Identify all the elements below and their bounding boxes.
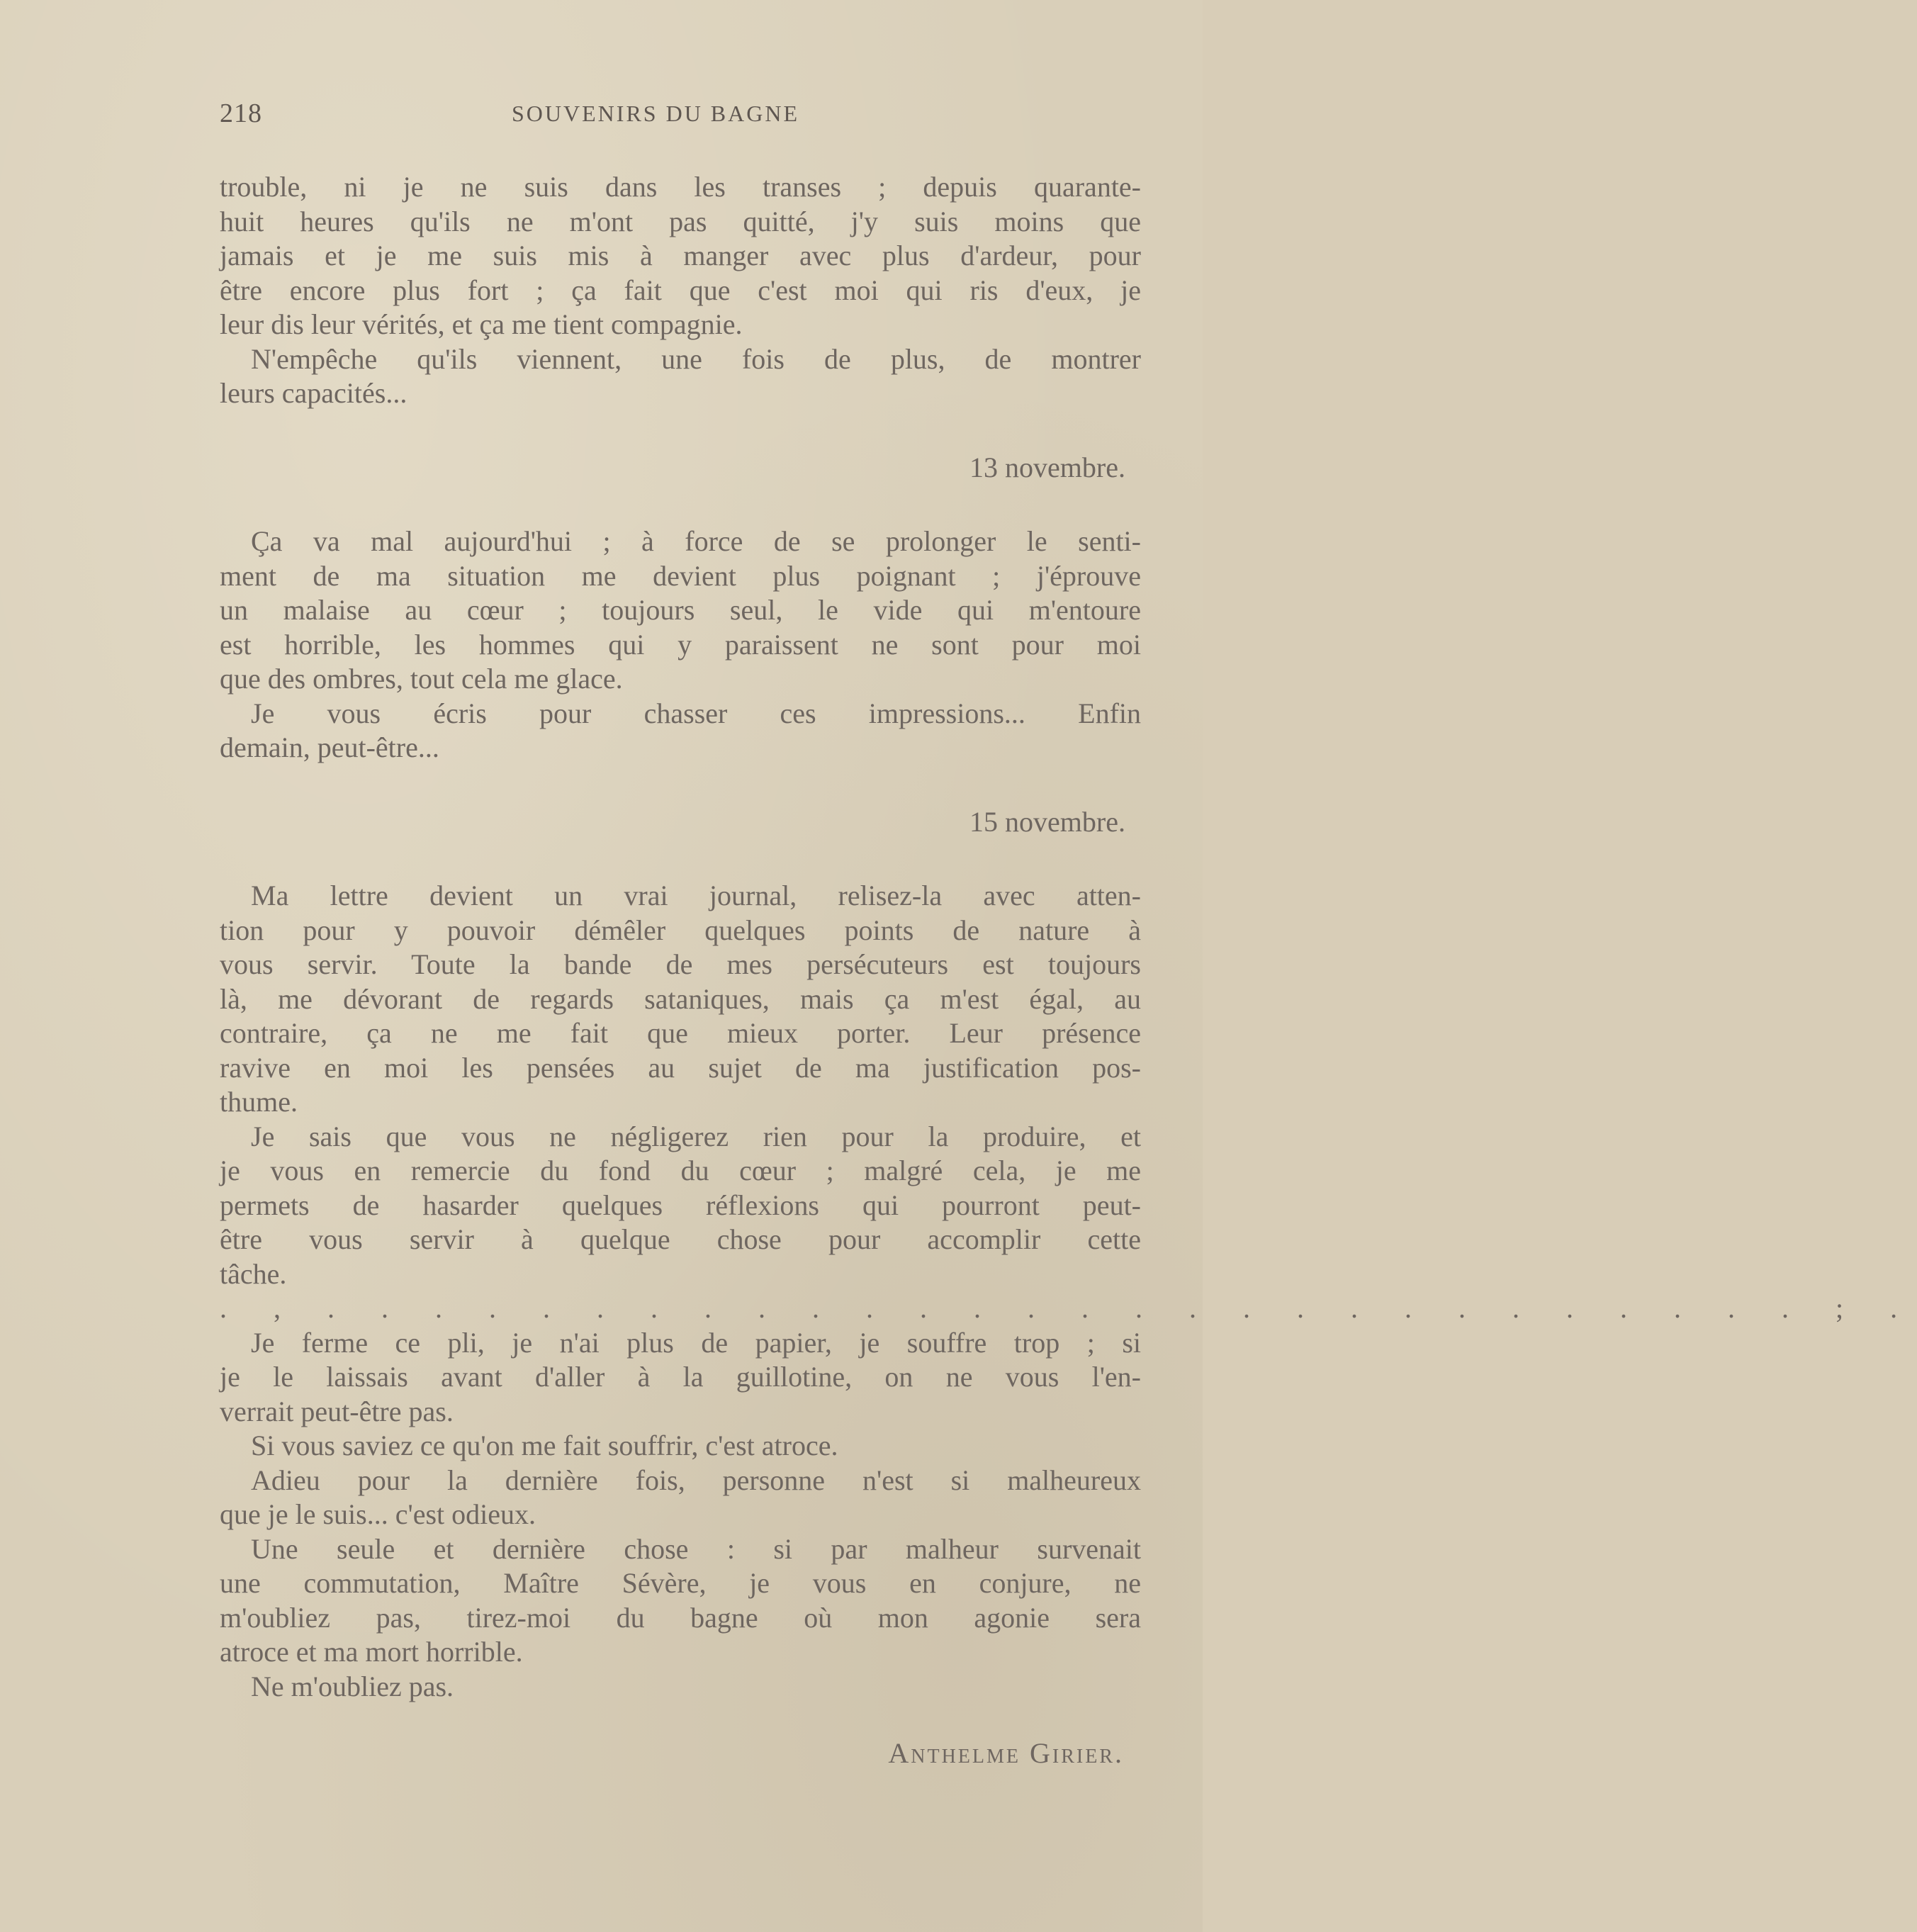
text-line: que je le suis... c'est odieux. <box>220 1498 536 1530</box>
text-line: Je vous écris pour chasser ces impressions... Enfin <box>251 697 1141 729</box>
text-line: Une seule et dernière chose : si par malheur survenait <box>251 1532 1141 1565</box>
text-line: jamais et je me suis mis à manger avec plus d'ardeur, pour <box>220 240 1141 271</box>
text-line: être vous servir à quelque chose pour accomplir cette <box>220 1223 1141 1255</box>
text-line: je le laissais avant d'aller à la guillotine, on ne vous l'en- <box>220 1361 1141 1393</box>
text-line: Ça va mal aujourd'hui ; à force de se prolonger le senti- <box>251 525 1141 557</box>
text-line: m'oubliez pas, tirez-moi du bagne où mon agonie sera <box>220 1601 1141 1634</box>
text-line: tion pour y pouvoir démêler quelques points de nature à <box>220 914 1141 946</box>
spacer <box>220 411 1141 451</box>
running-title: SOUVENIRS DU BAGNE <box>512 101 800 126</box>
text-line: Je ferme ce pli, je n'ai plus de papier, je souffre trop ; si <box>251 1326 1141 1359</box>
page-header <box>220 98 1141 140</box>
text-line: est horrible, les hommes qui y paraissent ne sont pour moi <box>220 628 1141 661</box>
text-line: thume. <box>220 1086 298 1118</box>
text-line: tâche. <box>220 1257 287 1290</box>
text-line: huit heures qu'ils ne m'ont pas quitté, j'y suis moins que <box>220 205 1141 237</box>
text-line: là, me dévorant de regards sataniques, mais ça m'est égal, au <box>220 982 1141 1015</box>
text-line: trouble, ni je ne suis dans les transes ; depuis quarante- <box>220 171 1141 203</box>
text-line: verrait peut-être pas. <box>220 1395 454 1427</box>
text-line: permets de hasarder quelques réflexions qui pourront peut- <box>220 1189 1141 1221</box>
spacer <box>220 485 1141 524</box>
spacer <box>220 765 1141 805</box>
text-line: contraire, ça ne me fait que mieux porter. Leur présence <box>220 1017 1141 1049</box>
text-line: atroce et ma mort horrible. <box>220 1636 523 1668</box>
text-line: je vous en remercie du fond du cœur ; malgré cela, je me <box>220 1155 1141 1186</box>
spacer <box>220 839 1141 879</box>
signature: Anthelme Girier. <box>888 1737 1124 1769</box>
body-text <box>220 170 1917 1771</box>
text-line: leur dis leur vérités, et ça me tient compagnie. <box>220 308 743 340</box>
text-line: leurs capacités... <box>220 377 407 409</box>
ellipsis-dots: . , . . . . . . . . . . . . . . . . . . . . . . . . . . . . ; . <box>220 1292 1917 1324</box>
diary-date: 15 novembre. <box>969 805 1125 838</box>
paragraph-block-2 <box>220 524 1141 765</box>
diary-date: 13 novembre. <box>969 451 1125 483</box>
text-line: être encore plus fort ; ça fait que c'est moi qui ris d'eux, je <box>220 274 1141 306</box>
paragraph-block-4 <box>220 1326 1141 1704</box>
paragraph-block-3 <box>220 879 1141 1291</box>
text-line: N'empêche qu'ils viennent, une fois de plus, de montrer <box>251 342 1141 375</box>
text-line: ment de ma situation me devient plus poignant ; j'éprouve <box>220 559 1141 592</box>
text-line: Ne m'oubliez pas. <box>251 1670 454 1702</box>
text-line: ravive en moi les pensées au sujet de ma justification pos- <box>220 1051 1141 1084</box>
text-line: vous servir. Toute la bande de mes persécuteurs est toujours <box>220 948 1141 980</box>
text-line: Adieu pour la dernière fois, personne n'est si malheureux <box>251 1464 1141 1496</box>
text-line: un malaise au cœur ; toujours seul, le vide qui m'entoure <box>220 594 1141 626</box>
text-line: une commutation, Maître Sévère, je vous en conjure, ne <box>220 1567 1141 1599</box>
text-line: Ma lettre devient un vrai journal, relisez-la avec atten- <box>251 880 1141 911</box>
text-line: Je sais que vous ne négligerez rien pour la produire, et <box>251 1120 1141 1152</box>
text-line: demain, peut-être... <box>220 731 439 763</box>
text-line: que des ombres, tout cela me glace. <box>220 663 623 695</box>
paragraph-block-1 <box>220 170 1141 411</box>
page-number: 218 <box>220 99 262 128</box>
text-line: Si vous saviez ce qu'on me fait souffrir, c'est atroce. <box>251 1430 838 1461</box>
